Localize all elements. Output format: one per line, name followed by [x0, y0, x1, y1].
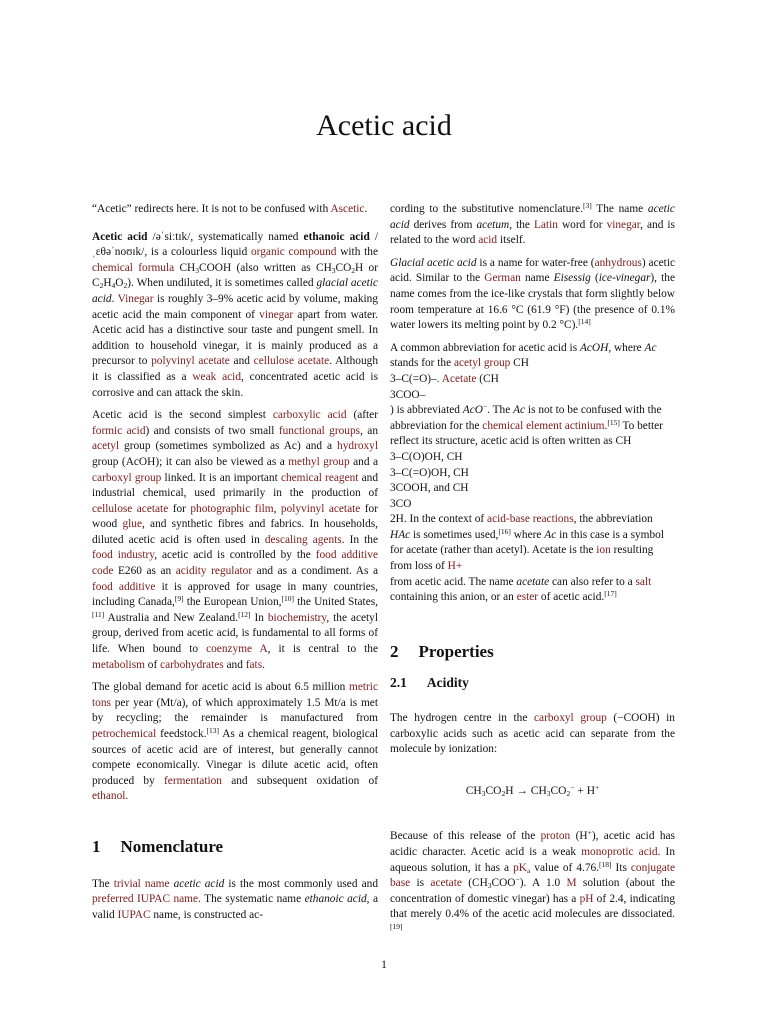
- paragraph-ionization: The hydrogen centre in the carboxyl group (−COOH) in carboxylic acids such as acetic acid can separate from the molecule by ionization:: [390, 712, 675, 756]
- link-chemical-reagent[interactable]: chemical reagent: [280, 471, 359, 484]
- ref-17[interactable]: [17]: [604, 589, 617, 599]
- link-glue[interactable]: glue: [122, 518, 142, 531]
- link-ethanol[interactable]: ethanol: [92, 790, 126, 803]
- link-food-additive[interactable]: food additive: [92, 580, 156, 593]
- paragraph-demand: The global demand for acetic acid is about 6.5 million metric tons per year (Mt/a), of which approximately 1.5 Mt/a is met by recycling; the remainder is manufactured from petrochemical feedstock.[13] As a chemical reagent, biological sources of acetic acid are of interest, but generally cannot compete economically. Vinegar is dilute acetic acid, often produced by fermentation and subsequent oxidation of ethanol.: [92, 681, 378, 803]
- paragraph-abbreviation: A common abbreviation for acetic acid is AcOH, where Ac stands for the acetyl group CH 3–C(=O)–. Acetate (CH 3COO– ) is abbreviated AcO−. The Ac is not to be confused with the abbreviation for the chemical element actinium.[15] To better reflect its structure, acetic acid is often written as CH 3–C(O)OH, CH 3–C(=O)OH, CH 3COOH, and CH 3CO 2H. In the context of acid-base reactions, the abbreviation HAc is sometimes used,[16] where Ac in this case is a symbol for acetate (rather than acetyl). Acetate is the ion resulting from loss of H+ from acetic acid. The name acetate can also refer to a salt containing this anion, or an ester of acetic acid.[17]: [390, 341, 665, 604]
- ref-16[interactable]: [16]: [498, 526, 511, 536]
- link-latin[interactable]: Latin: [533, 218, 558, 231]
- ref-14[interactable]: [14]: [578, 317, 591, 327]
- link-iupac[interactable]: IUPAC: [117, 908, 151, 921]
- link-polyvinyl-acetate[interactable]: polyvinyl acetate: [151, 355, 230, 368]
- link-ion[interactable]: ion: [596, 544, 611, 557]
- ref-11[interactable]: [11]: [92, 609, 105, 619]
- heading-nomenclature: 1 Nomenclature: [92, 836, 224, 856]
- link-photographic-film[interactable]: photographic film: [190, 502, 274, 515]
- ref-18[interactable]: [18]: [599, 859, 612, 869]
- ref-3[interactable]: [3]: [583, 201, 592, 210]
- link-pka[interactable]: $pK_a$: [513, 861, 531, 875]
- link-organic-compound[interactable]: organic compound: [251, 246, 337, 259]
- link-polyvinyl-acetate-2[interactable]: polyvinyl acetate: [280, 502, 361, 515]
- ref-13[interactable]: [13]: [206, 726, 219, 735]
- paragraph-structure: Acetic acid is the second simplest carboxylic acid (after formic acid) and consists of two small functional groups, an acetyl group (sometimes symbolized as Ac) and a hydroxyl group (AcOH); it can also be viewed as a methyl group and a carboxyl group linked. It is an important chemical reagent and industrial chemical, used primarily in the production of cellulose acetate for photographic film, polyvinyl acetate for wood glue, and synthetic fibres and fabrics. In households, diluted acetic acid is often used in descaling agents. In the food industry, acetic acid is controlled by the food additive code E260 as an acidity regulator and as a condiment. As a food additive it is approved for usage in many countries, including Canada,[9] the European Union,[10] the United States,[11] Australia and New Zealand.[12] In biochemistry, the acetyl group, derived from acetic acid, is fundamental to all forms of life. When bound to coenzyme A, it is central to the metabolism of carbohydrates and fats.: [92, 409, 379, 671]
- ref-19[interactable]: [19]: [390, 921, 403, 931]
- link-anhydrous[interactable]: anhydrous: [594, 256, 642, 269]
- link-german[interactable]: German: [484, 272, 521, 285]
- link-trivial-name[interactable]: trivial name: [113, 877, 170, 890]
- link-hydroxyl[interactable]: hydroxyl: [337, 440, 378, 453]
- link-formic-acid[interactable]: formic acid: [92, 424, 146, 437]
- link-methyl-group[interactable]: methyl group: [288, 455, 350, 468]
- ref-10[interactable]: [10]: [281, 594, 294, 604]
- link-coenzyme-a[interactable]: coenzyme A: [206, 643, 268, 656]
- paragraph-glacial: Glacial acetic acid is a name for water-free (anhydrous) acetic acid. Similar to the German name Eisessig (ice-vinegar), the name comes from the ice-like crystals that form slightly below room temperature at 16.6 °C (61.9 °F) (the presence of 0.1% water lowers its melting point by 0.2 °C).[14]: [390, 256, 676, 332]
- link-carboxyl-group[interactable]: carboxyl group: [92, 471, 162, 484]
- link-carboxyl-group-2[interactable]: carboxyl group: [534, 712, 607, 725]
- page-number: 1: [381, 959, 387, 971]
- link-fats[interactable]: fats: [245, 658, 263, 671]
- link-functional-groups[interactable]: functional groups: [278, 424, 361, 437]
- link-carboxylic-acid[interactable]: carboxylic acid: [272, 409, 347, 422]
- heading-acidity: 2.1 Acidity: [390, 675, 469, 691]
- link-acetyl[interactable]: acetyl: [92, 440, 120, 453]
- link-weak-acid[interactable]: weak acid: [192, 370, 241, 383]
- link-acetate[interactable]: Acetate: [441, 372, 477, 385]
- paragraph-etymology: cording to the substitutive nomenclature.[3] The name acetic acid derives from acetum, the Latin word for vinegar, and is related to the word acid itself.: [390, 201, 675, 247]
- link-carbohydrates[interactable]: carbohydrates: [160, 658, 224, 671]
- link-actinium[interactable]: chemical element actinium: [482, 419, 605, 432]
- ref-9[interactable]: [9]: [174, 594, 184, 604]
- link-food-industry[interactable]: food industry: [92, 549, 155, 562]
- link-proton[interactable]: proton: [540, 830, 571, 843]
- link-vinegar[interactable]: Vinegar: [117, 292, 154, 305]
- link-monoprotic-acid[interactable]: monoprotic acid: [581, 846, 658, 858]
- link-fermentation[interactable]: fermentation: [164, 774, 222, 787]
- link-petrochemical[interactable]: petrochemical: [92, 728, 157, 740]
- link-cellulose-acetate-2[interactable]: cellulose acetate: [92, 502, 169, 515]
- link-acid-base-reactions[interactable]: acid-base reactions: [487, 513, 574, 526]
- link-chemical-formula[interactable]: chemical formula: [92, 261, 175, 274]
- link-acid[interactable]: acid: [478, 234, 498, 247]
- paragraph-acidic-character: Because of this release of the proton (H+), acetic acid has acidic character. Acetic acid is a weak monoprotic acid. In aqueous solution, it has a $pK_a$ value of 4.76.[18] Its conjugate base is acetate $(CH_3COO^-)$. A 1.0 M solution (about the concentration of domestic vinegar) has a pH of 2.4, indicating that merely 0.4% of the acetic acid molecules are dissociated.[19]: [390, 828, 676, 931]
- ref-15[interactable]: [15]: [607, 417, 620, 427]
- link-food-additive-code[interactable]: food additive code: [92, 549, 378, 578]
- link-acetate-2[interactable]: acetate: [430, 877, 462, 890]
- link-h-plus[interactable]: H+: [447, 560, 463, 573]
- link-metric-tons[interactable]: metric tons: [92, 681, 378, 709]
- equation-ionization: $CH_3CO_2H \to CH_3CO_2^- + H^+$: [465, 782, 600, 798]
- link-ph[interactable]: pH: [579, 892, 594, 905]
- link-molarity[interactable]: M: [566, 877, 577, 890]
- link-descaling-agents[interactable]: descaling agents: [264, 533, 342, 546]
- link-vinegar-3[interactable]: vinegar: [606, 218, 641, 231]
- left-column: [92, 202, 378, 930]
- link-acetyl-group[interactable]: acetyl group: [453, 357, 511, 370]
- page-title: Acetic acid: [316, 109, 452, 142]
- link-conjugate-base[interactable]: conjugate base: [390, 861, 675, 890]
- ref-12[interactable]: [12]: [238, 609, 251, 619]
- link-acidity-regulator[interactable]: acidity regulator: [175, 565, 253, 578]
- link-cellulose-acetate[interactable]: cellulose acetate: [253, 355, 330, 368]
- paragraph-nomenclature: The trivial name acetic acid is the most commonly used and preferred IUPAC name. The systematic name ethanoic acid, a valid IUPAC name, is constructed ac-: [92, 877, 379, 921]
- link-ester[interactable]: ester: [516, 591, 539, 604]
- link-biochemistry[interactable]: biochemistry: [267, 611, 327, 624]
- link-vinegar-2[interactable]: vinegar: [259, 308, 294, 321]
- redirect-note: “Acetic” redirects here. It is not to be confused with Ascetic.: [92, 203, 368, 215]
- link-preferred-iupac-name[interactable]: preferred IUPAC name: [92, 893, 199, 906]
- heading-properties: 2 Properties: [390, 641, 494, 661]
- right-column: [390, 202, 675, 946]
- link-metabolism[interactable]: metabolism: [92, 658, 145, 671]
- link-ascetic[interactable]: Ascetic: [330, 203, 365, 215]
- link-salt[interactable]: salt: [635, 575, 652, 588]
- lead-paragraph: Acetic acid /əˈsiːtɪk/, systematically named ethanoic acid /ˌɛθəˈnoʊɪk/, is a colourless liquid organic compound with the chemical formula $CH_3COOH$ (also written as $CH_3CO_2H$ or $C_2H_4O_2$). When undiluted, it is sometimes called glacial acetic acid. Vinegar is roughly 3–9% acetic acid by volume, making acetic acid the main component of vinegar apart from water. Acetic acid has a distinctive sour taste and pungent smell. In addition to household vinegar, it is mainly produced as a precursor to polyvinyl acetate and cellulose acetate. Although it is classified as a weak acid, concentrated acetic acid is corrosive and can attack the skin.: [92, 230, 379, 399]
